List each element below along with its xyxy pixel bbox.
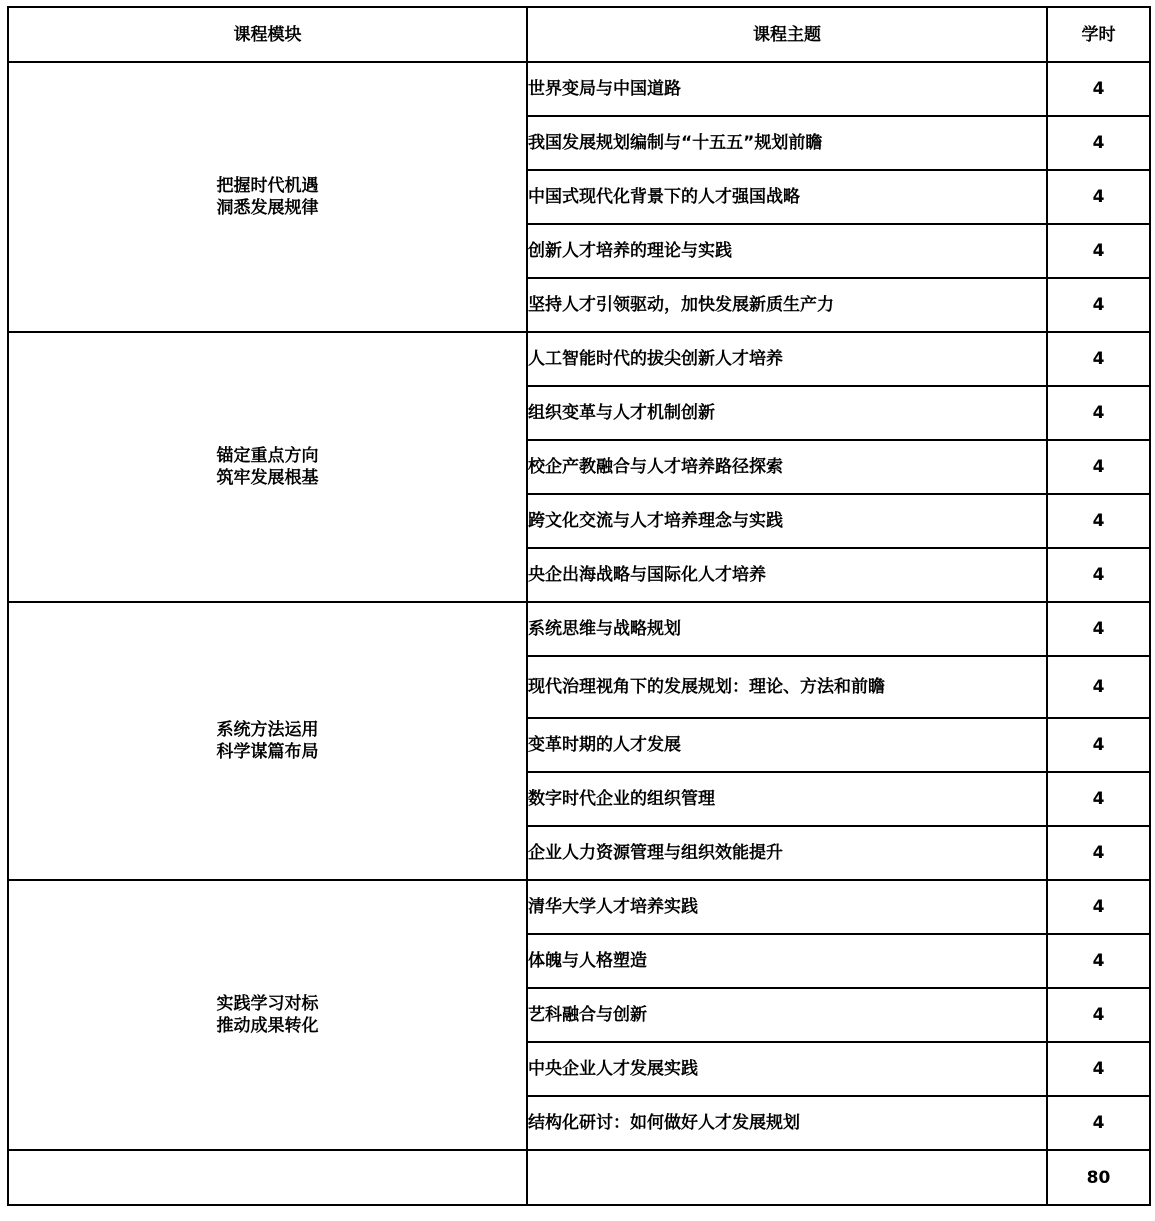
- hours-cell: 4: [1047, 880, 1150, 934]
- hours-cell: 4: [1047, 278, 1150, 332]
- topic-cell: 中国式现代化背景下的人才强国战略: [527, 170, 1047, 224]
- table-row: [8, 602, 1150, 656]
- topic-cell: 清华大学人才培养实践: [527, 880, 1047, 934]
- module-name-line2: 洞悉发展规律: [216, 198, 319, 218]
- hours-cell: 4: [1047, 494, 1150, 548]
- header-module: 课程模块: [8, 7, 527, 62]
- topic-cell: 人工智能时代的拔尖创新人才培养: [527, 332, 1047, 386]
- module-name-line2: 推动成果转化: [216, 1016, 319, 1036]
- hours-cell: 4: [1047, 440, 1150, 494]
- topic-cell: 艺科融合与创新: [527, 988, 1047, 1042]
- topic-cell: 创新人才培养的理论与实践: [527, 224, 1047, 278]
- hours-cell: 4: [1047, 170, 1150, 224]
- table-row: [8, 332, 1150, 386]
- topic-cell: 体魄与人格塑造: [527, 934, 1047, 988]
- total-blank-cell: [8, 1150, 527, 1205]
- hours-cell: 4: [1047, 934, 1150, 988]
- module-cell: [8, 332, 527, 602]
- topic-cell: 系统思维与战略规划: [527, 602, 1047, 656]
- hours-cell: 4: [1047, 988, 1150, 1042]
- header-row: [8, 7, 1150, 62]
- topic-cell: 组织变革与人才机制创新: [527, 386, 1047, 440]
- module-cell: [8, 880, 527, 1150]
- header-hours: 学时: [1047, 7, 1150, 62]
- total-blank-cell: [527, 1150, 1047, 1205]
- hours-cell: 4: [1047, 656, 1150, 718]
- topic-cell: 校企产教融合与人才培养路径探索: [527, 440, 1047, 494]
- hours-cell: 4: [1047, 386, 1150, 440]
- module-name-line1: 系统方法运用: [216, 720, 319, 740]
- topic-cell: 世界变局与中国道路: [527, 62, 1047, 116]
- topic-cell: 结构化研讨：如何做好人才发展规划: [527, 1096, 1047, 1150]
- hours-cell: 4: [1047, 1096, 1150, 1150]
- module-name-line2: 筑牢发展根基: [216, 468, 319, 488]
- hours-cell: 4: [1047, 548, 1150, 602]
- topic-cell: 我国发展规划编制与“十五五”规划前瞻: [527, 116, 1047, 170]
- total-row: [8, 1150, 1150, 1205]
- hours-cell: 4: [1047, 602, 1150, 656]
- header-topic: 课程主题: [527, 7, 1047, 62]
- module-name-line1: 把握时代机遇: [216, 176, 319, 196]
- hours-cell: 4: [1047, 62, 1150, 116]
- hours-cell: 4: [1047, 332, 1150, 386]
- topic-cell: 现代治理视角下的发展规划：理论、方法和前瞻: [527, 656, 1047, 718]
- module-name-line1: 锚定重点方向: [216, 446, 319, 466]
- module-name-line1: 实践学习对标: [216, 994, 319, 1014]
- topic-cell: 变革时期的人才发展: [527, 718, 1047, 772]
- total-hours-cell: 80: [1047, 1150, 1150, 1205]
- course-table: [7, 6, 1151, 1206]
- topic-cell: 数字时代企业的组织管理: [527, 772, 1047, 826]
- table-row: [8, 880, 1150, 934]
- hours-cell: 4: [1047, 718, 1150, 772]
- module-cell: [8, 62, 527, 332]
- hours-cell: 4: [1047, 116, 1150, 170]
- hours-cell: 4: [1047, 826, 1150, 880]
- topic-cell: 坚持人才引领驱动，加快发展新质生产力: [527, 278, 1047, 332]
- module-cell: [8, 602, 527, 880]
- table-row: [8, 62, 1150, 116]
- hours-cell: 4: [1047, 772, 1150, 826]
- topic-cell: 中央企业人才发展实践: [527, 1042, 1047, 1096]
- hours-cell: 4: [1047, 1042, 1150, 1096]
- hours-cell: 4: [1047, 224, 1150, 278]
- topic-cell: 企业人力资源管理与组织效能提升: [527, 826, 1047, 880]
- module-name-line2: 科学谋篇布局: [216, 742, 319, 762]
- topic-cell: 央企出海战略与国际化人才培养: [527, 548, 1047, 602]
- topic-cell: 跨文化交流与人才培养理念与实践: [527, 494, 1047, 548]
